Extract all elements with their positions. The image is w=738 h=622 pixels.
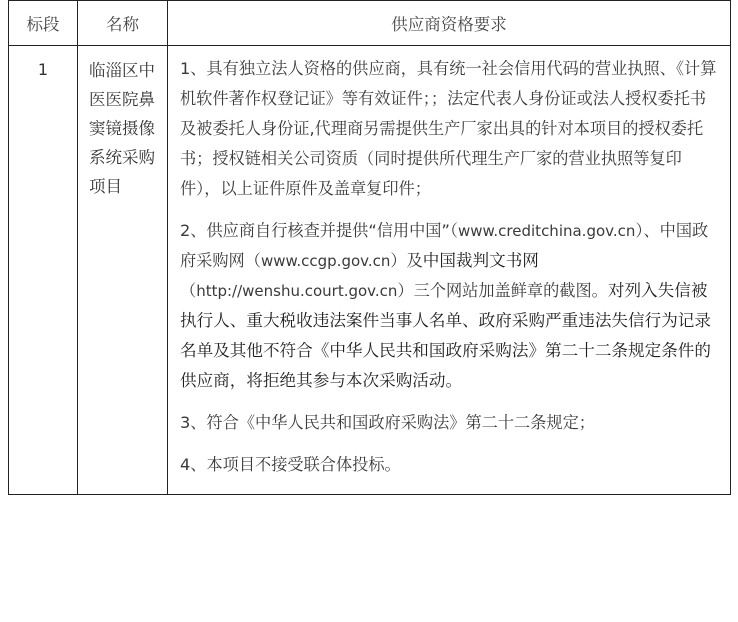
project-name-cell	[78, 46, 168, 495]
header-lot: 标段	[9, 1, 78, 46]
requirement-2-screenshot-note: ）三个网站加盖鲜章的截图。	[397, 281, 608, 300]
table-header-row	[9, 1, 731, 46]
requirement-2-intro: 2、供应商自行核查并提供“信用中国”（	[180, 221, 458, 240]
table-row	[9, 46, 731, 495]
requirement-2-exclusion: 对列入失信被执行人、重大税收违法案件当事人名单、政府采购严重违法失信行为记录名单及其他不符合《中华人民共和国政府采购法》第二十二条规定条件的供应商，将拒绝其参与本次采购活动。	[180, 281, 711, 390]
requirement-item-3: 3、符合《中华人民共和国政府采购法》第二十二条规定；	[180, 413, 595, 432]
requirement-2-paren-open: （	[180, 281, 197, 300]
lot-number: 1	[9, 46, 78, 495]
ccgp-url: www.ccgp.gov.cn	[260, 252, 391, 270]
requirement-2-and: ）及	[390, 251, 423, 270]
requirement-item-1: 1、具有独立法人资格的供应商，具有统一社会信用代码的营业执照、《计算机软件著作权登记证》等有效证件；；法定代表人身份证或法人授权委托书及被委托人身份证,代理商另需提供生产厂家出具的针对本项目的授权委托书；授权链相关公司资质（同时提供所代理生产厂家的营业执照等复印件），以上证件原件及盖章复印件；	[180, 59, 717, 198]
header-name: 名称	[78, 1, 168, 46]
header-requirements: 供应商资格要求	[168, 1, 731, 46]
requirement-2-ccgp-label: ）、中国政府采购网（	[180, 221, 709, 270]
creditchina-url: www.creditchina.gov.cn	[457, 222, 636, 240]
requirements-cell	[168, 46, 731, 495]
project-name: 临淄区中医医院鼻窦镜摄像系统采购项目	[89, 61, 155, 196]
wenshu-url: http://wenshu.court.gov.cn	[196, 282, 398, 300]
requirement-item-4: 4、本项目不接受联合体投标。	[180, 455, 401, 474]
wenshu-site-name: 中国裁判文书网	[422, 251, 539, 270]
supplier-requirements-table	[8, 0, 731, 495]
requirement-item-2	[180, 216, 722, 396]
